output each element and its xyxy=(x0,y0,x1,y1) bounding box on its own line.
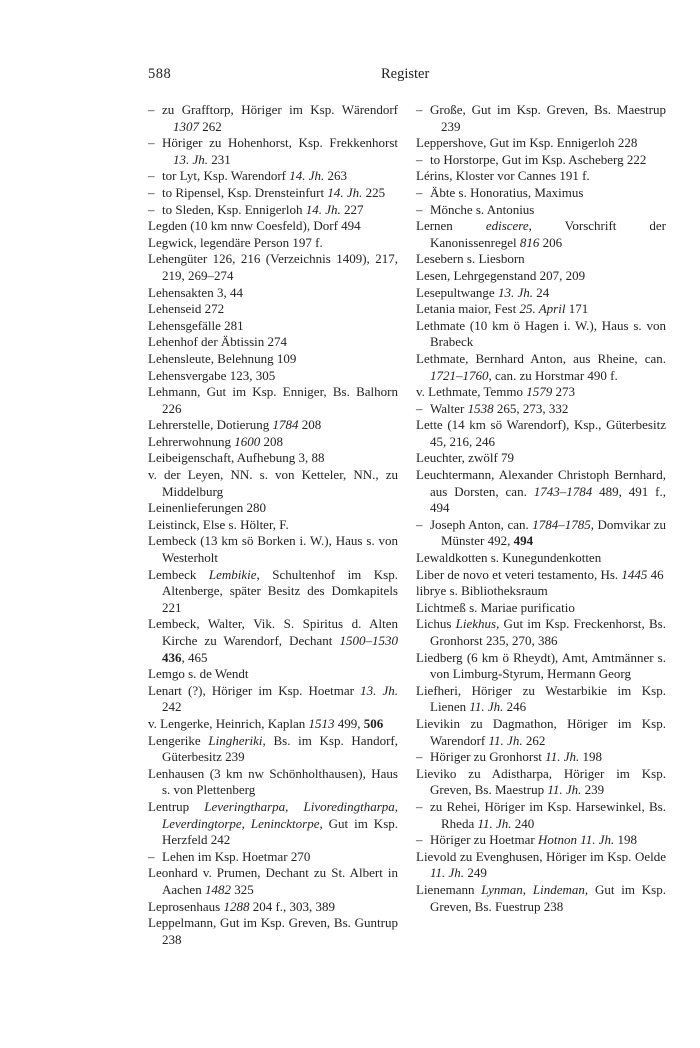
index-subentry: – Mönche s. Antonius xyxy=(416,202,666,219)
page-number: 588 xyxy=(148,66,172,82)
index-subentry: – to Ripensel, Ksp. Drensteinfurt 14. Jh. 225 xyxy=(148,185,398,202)
index-entry: Lesebern s. Liesborn xyxy=(416,251,525,267)
index-entry: Leuchtermann, Alexander Christoph Bernhard, aus Dorsten, can. 1743–1784 489, 491 f., 494 xyxy=(416,467,666,516)
index-column-right xyxy=(416,102,666,915)
index-entry: Leistinck, Else s. Hölter, F. xyxy=(148,516,289,532)
index-entry: Lemgo s. de Wendt xyxy=(148,666,249,682)
index-entry: Lernen ediscere, Vorschrift der Kanonissenregel 816 206 xyxy=(416,218,666,250)
index-entry: Lievold zu Evenghusen, Höriger im Ksp. Oelde 11. Jh. 249 xyxy=(416,848,666,881)
index-entry: v. der Leyen, NN. s. von Ketteler, NN., zu Middelburg xyxy=(148,467,398,499)
index-entry: Lethmate (10 km ö Hagen i. W.), Haus s. von Brabeck xyxy=(416,317,666,350)
page-header xyxy=(0,66,700,88)
index-subentry: – Höriger zu Hohenhorst, Ksp. Frekkenhorst 13. Jh. 231 xyxy=(148,135,398,168)
index-entry: Lethmate, Bernhard Anton, aus Rheine, can. 1721–1760, can. zu Horstmar 490 f. xyxy=(416,350,666,383)
index-entry: Leonhard v. Prumen, Dechant zu St. Albert in Aachen 1482 325 xyxy=(148,865,398,897)
index-entry: Lengerike Lingheriki, Bs. im Ksp. Handorf, Güterbesitz 239 xyxy=(148,732,398,765)
index-subentry: – Höriger zu Hoetmar Hotnon 11. Jh. 198 xyxy=(416,832,666,849)
index-subentry: – Joseph Anton, can. 1784–1785, Domvikar zu Münster 492, 494 xyxy=(416,517,666,550)
index-entry: Lenart (?), Höriger im Ksp. Hoetmar 13. Jh. 242 xyxy=(148,682,398,715)
index-entry: Lehrerstelle, Dotierung 1784 208 xyxy=(148,417,322,433)
index-subentry: – Große, Gut im Ksp. Greven, Bs. Maestrup 239 xyxy=(416,102,666,135)
index-entry: Lérins, Kloster vor Cannes 191 f. xyxy=(416,168,590,184)
index-subentry: – Walter 1538 265, 273, 332 xyxy=(416,401,666,418)
index-entry: Leppelmann, Gut im Ksp. Greven, Bs. Guntrup 238 xyxy=(148,915,398,947)
index-subentry: – Höriger zu Gronhorst 11. Jh. 198 xyxy=(416,749,666,766)
index-entry: Lehensvergabe 123, 305 xyxy=(148,367,276,383)
index-entry: v. Lengerke, Heinrich, Kaplan 1513 499, 506 xyxy=(148,715,384,731)
index-entry: Lewaldkotten s. Kunegundenkotten xyxy=(416,550,602,566)
index-column-left xyxy=(148,102,398,948)
index-entry: Lesen, Lehrgegenstand 207, 209 xyxy=(416,267,586,283)
index-entry: Lenhausen (3 km nw Schönholthausen), Haus s. von Plettenberg xyxy=(148,765,398,798)
index-entry: Lembeck Lembikie, Schultenhof im Ksp. Altenberge, später Besitz des Domkapitels 221 xyxy=(148,566,398,615)
index-entry: Liefheri, Höriger zu Westarbikie im Ksp. Lienen 11. Jh. 246 xyxy=(416,682,666,715)
index-entry: Leprosenhaus 1288 204 f., 303, 389 xyxy=(148,898,336,914)
index-entry: Legden (10 km nnw Coesfeld), Dorf 494 xyxy=(148,218,361,234)
index-entry: Liedberg (6 km ö Rheydt), Amt, Amtmänner s. von Limburg-Styrum, Hermann Georg xyxy=(416,649,666,682)
index-entry: Lehmann, Gut im Ksp. Enniger, Bs. Balhorn 226 xyxy=(148,384,398,416)
index-entry: Leppershove, Gut im Ksp. Ennigerloh 228 xyxy=(416,135,638,151)
index-entry: Lichtmeß s. Mariae purificatio xyxy=(416,599,575,615)
index-entry: Lehensgefälle 281 xyxy=(148,317,244,333)
index-subentry: – tor Lyt, Ksp. Warendorf 14. Jh. 263 xyxy=(148,168,398,185)
index-subentry: – Lehen im Ksp. Hoetmar 270 xyxy=(148,849,398,866)
index-entry: Leibeigenschaft, Aufhebung 3, 88 xyxy=(148,450,325,466)
index-entry: Letania maior, Fest 25. April 171 xyxy=(416,301,589,317)
running-title: Register xyxy=(381,66,430,82)
index-entry: Lehrerwohnung 1600 208 xyxy=(148,433,284,449)
index-subentry: – Äbte s. Honoratius, Maximus xyxy=(416,185,666,202)
index-entry: Lesepultwange 13. Jh. 24 xyxy=(416,284,550,300)
index-entry: Lette (14 km sö Warendorf), Ksp., Güterbesitz 45, 216, 246 xyxy=(416,417,666,449)
index-subentry: – zu Grafftorp, Höriger im Ksp. Wärendorf 1307 262 xyxy=(148,102,398,135)
index-entry: v. Lethmate, Temmo 1579 273 xyxy=(416,384,576,400)
index-entry: librye s. Bibliotheksraum xyxy=(416,583,548,599)
index-entry: Lienemann Lynman, Lindeman, Gut im Ksp. Greven, Bs. Fuestrup 238 xyxy=(416,881,666,914)
index-entry: Lehenseid 272 xyxy=(148,301,225,317)
index-subentry: – to Horstorpe, Gut im Ksp. Ascheberg 222 xyxy=(416,152,666,169)
index-entry: Lehensakten 3, 44 xyxy=(148,284,243,300)
index-entry: Legwick, legendäre Person 197 f. xyxy=(148,234,323,250)
index-entry: Lehengüter 126, 216 (Verzeichnis 1409), 217, 219, 269–274 xyxy=(148,251,398,283)
index-entry: Lembeck, Walter, Vik. S. Spiritus d. Alten Kirche zu Warendorf, Dechant 1500–1530 436, 465 xyxy=(148,616,398,665)
index-entry: Leuchter, zwölf 79 xyxy=(416,450,515,466)
index-entry: Lievikin zu Dagmathon, Höriger im Ksp. Warendorf 11. Jh. 262 xyxy=(416,715,666,748)
index-entry: Lieviko zu Adistharpa, Höriger im Ksp. Greven, Bs. Maestrup 11. Jh. 239 xyxy=(416,765,666,798)
index-entry: Lentrup Leveringtharpa, Livoredingtharpa, Leverdingtorpe, Lenincktorpe, Gut im Ksp. Herzfeld 242 xyxy=(148,798,398,848)
index-entry: Lembeck (13 km sö Borken i. W.), Haus s. von Westerholt xyxy=(148,533,398,566)
index-entry: Lehenhof der Äbtissin 274 xyxy=(148,334,288,350)
index-subentry: – zu Rehei, Höriger im Ksp. Harsewinkel, Bs. Rheda 11. Jh. 240 xyxy=(416,799,666,832)
index-entry: Leinenlieferungen 280 xyxy=(148,500,267,516)
index-entry: Lehensleute, Belehnung 109 xyxy=(148,350,297,366)
index-entry: Liber de novo et veteri testamento, Hs. 1445 46 xyxy=(416,566,664,582)
index-subentry: – to Sleden, Ksp. Ennigerloh 14. Jh. 227 xyxy=(148,202,398,219)
index-entry: Lichus Liekhus, Gut im Ksp. Freckenhorst, Bs. Gronhorst 235, 270, 386 xyxy=(416,616,666,648)
